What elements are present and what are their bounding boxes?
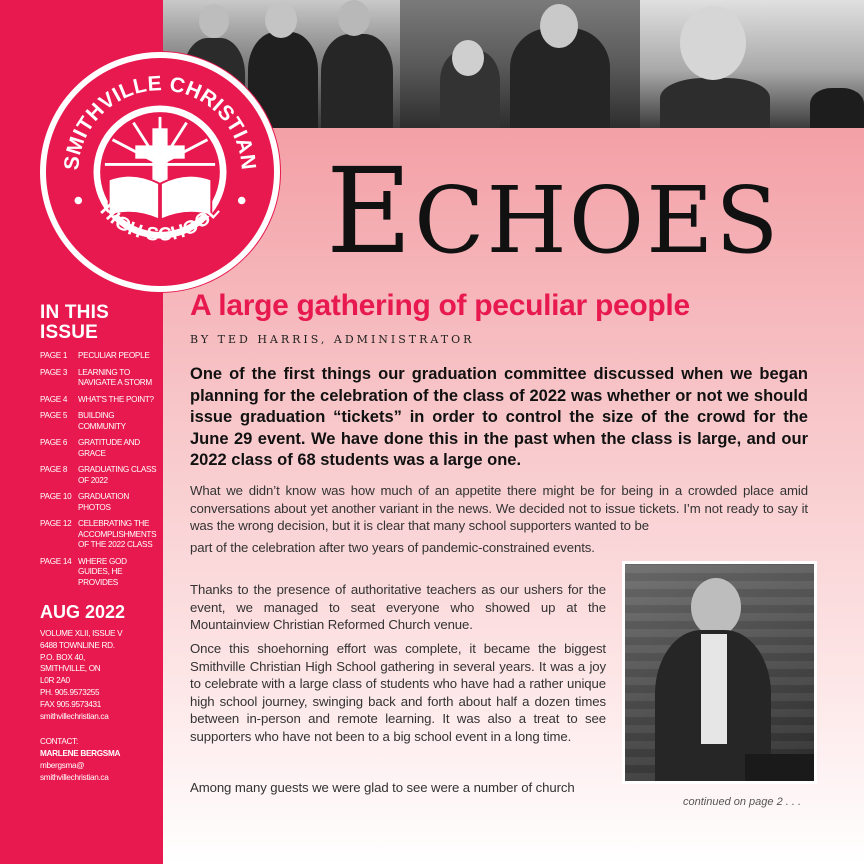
toc-item[interactable] <box>40 351 160 362</box>
in-this-issue-title <box>40 303 160 343</box>
toc-label: GRATITUDE AND GRACE <box>78 438 140 458</box>
article-paragraph: Once this shoehorning effort was complete, it became the biggest Smithville Christian High School gathering in several years. It was a joy to celebrate with a large class of students who have had a rather unique high school journey, swinging back and forth about half a dozen times between in-person and remote learning. It was also a treat to see supporters who have not been to a big school event in a long time. <box>190 641 606 744</box>
toc-label: WHERE GOD GUIDES, HE PROVIDES <box>78 556 127 587</box>
toc-label: GRADUATION PHOTOS <box>78 492 129 512</box>
address-line-2: P.O. BOX 40, <box>40 652 85 662</box>
table-of-contents <box>40 351 160 588</box>
toc-item[interactable] <box>40 519 160 551</box>
toc-label: GRADUATING CLASS OF 2022 <box>78 465 157 485</box>
address-line-4: L0R 2A0 <box>40 676 70 686</box>
website-link[interactable]: smithvillechristian.ca <box>40 711 109 721</box>
article-byline: BY TED HARRIS, ADMINISTRATOR <box>190 333 475 346</box>
sidebar-content <box>40 303 160 784</box>
contact-name: MARLENE BERGSMA <box>40 749 121 759</box>
article-paragraph: Thanks to the presence of authoritative teachers as our ushers for the event, we managed to seat everyone who showed up at the Mountainview Christian Reformed Church venue. <box>190 582 606 632</box>
toc-label: PECULIAR PEOPLE <box>78 351 150 360</box>
family-photo <box>400 0 640 128</box>
speaker-smiling-photo <box>640 0 864 128</box>
logo-top-text: SMITHVILLE CHRISTIAN <box>60 72 260 172</box>
toc-page: PAGE 4 <box>40 394 68 404</box>
logo-dot <box>238 197 246 205</box>
contact-label: CONTACT: <box>40 737 78 747</box>
toc-page: PAGE 1 <box>40 351 68 360</box>
toc-label: BUILDING COMMUNITY <box>78 411 126 431</box>
logo-graphic <box>46 58 274 286</box>
logo-bottom-text: HIGH SCHOOL <box>95 200 225 246</box>
toc-label: CELEBRATING THE ACCOMPLISHMENTS OF THE 2022 CLASS <box>78 519 157 549</box>
toc-page: PAGE 12 <box>40 519 72 528</box>
school-info <box>40 628 160 722</box>
contact-email-line-2[interactable]: smithvillechristian.ca <box>40 772 109 782</box>
toc-label: WHAT'S THE POINT? <box>78 394 154 404</box>
school-logo <box>40 52 280 292</box>
toc-page: PAGE 10 <box>40 492 72 501</box>
address-line-1: 6488 TOWNLINE RD. <box>40 640 115 650</box>
logo-dot <box>75 197 83 205</box>
continued-note[interactable]: continued on page 2 . . . <box>683 796 802 808</box>
masthead-initial: E <box>326 142 415 280</box>
contact-info <box>40 736 160 783</box>
title-line-1: IN THIS <box>40 302 109 323</box>
toc-item[interactable] <box>40 411 160 432</box>
toc-item[interactable] <box>40 438 160 459</box>
article-paragraph: Among many guests we were glad to see were a number of church <box>190 780 575 795</box>
masthead-rest: CHOES <box>414 167 781 274</box>
issue-date: AUG 2022 <box>40 602 126 622</box>
article-paragraph: What we didn’t know was how much of an appetite there might be for being in a crowded place amid conversations about yet another variant in the news. We decided not to issue tickets. I’m not ready to say it was the wrong decision, but it is clear that many school supporters wanted to be <box>190 483 808 533</box>
toc-item[interactable] <box>40 492 160 513</box>
article-lead-paragraph: One of the first things our graduation committee discussed when we began planning for the celebration of the class of 2022 was whether or not we should issue graduation “tickets” in order to control the size of the crowd for the June 29 event. We have done this in the past when the class is large, and our 2022 class of 68 students was a large one. <box>190 365 808 469</box>
toc-page: PAGE 3 <box>40 367 68 377</box>
toc-page: PAGE 6 <box>40 438 68 447</box>
contact-email-line-1[interactable]: mbergsma@ <box>40 760 85 770</box>
toc-item[interactable] <box>40 368 160 389</box>
title-line-2: ISSUE <box>40 322 99 343</box>
toc-page: PAGE 5 <box>40 411 68 420</box>
toc-page: PAGE 8 <box>40 465 68 474</box>
speaker-at-podium-photo <box>622 561 817 784</box>
toc-item[interactable] <box>40 395 160 406</box>
volume: VOLUME XLII, ISSUE V <box>40 629 123 638</box>
toc-page: PAGE 14 <box>40 556 72 566</box>
article-paragraph: part of the celebration after two years of pandemic-constrained events. <box>190 540 595 555</box>
address-line-3: SMITHVILLE, ON <box>40 664 101 674</box>
article-headline: A large gathering of peculiar people <box>190 289 690 322</box>
toc-label: LEARNING TO NAVIGATE A STORM <box>78 367 152 387</box>
toc-item[interactable] <box>40 557 160 589</box>
fax: FAX 905.9573431 <box>40 699 102 709</box>
newsletter-masthead <box>326 142 781 280</box>
phone: PH. 905.9573255 <box>40 687 100 697</box>
toc-item[interactable] <box>40 465 160 486</box>
